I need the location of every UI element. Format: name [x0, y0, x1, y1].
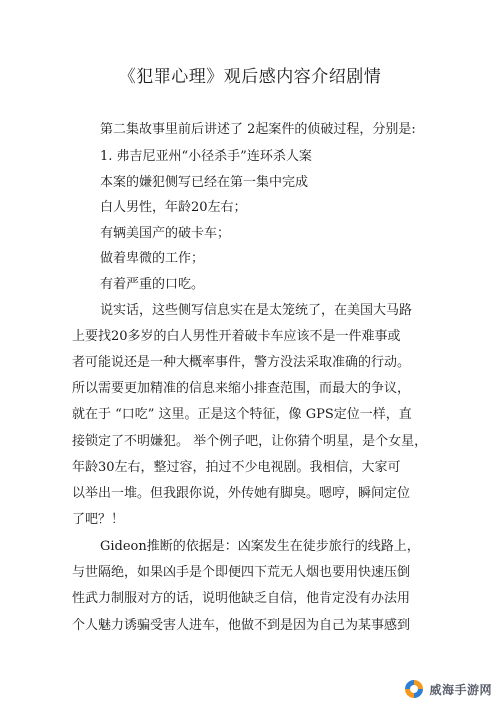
case-heading: 1. 弗吉尼亚州“小径杀手”连环杀人案: [100, 149, 312, 164]
body-line: 性武力制服对方的话，说明他缺乏自信，他肯定没有办法用: [72, 591, 411, 606]
body-line: 者可能说还是一种大概率事件，警方没法采取准确的行动。: [72, 355, 411, 370]
body-line: 就在于 “口吃” 这里。正是这个特征，像 GPS定位一样，直: [72, 407, 412, 422]
body-line: 所以需要更加精准的信息来缩小排查范围，而最大的争议，: [72, 381, 411, 396]
body-line: 本案的嫌犯侧写已经在第一集中完成: [100, 175, 309, 190]
profile-item: 白人男性，年龄20左右；: [100, 200, 247, 215]
swirl-logo-icon: [403, 678, 425, 700]
profile-item: 有着严重的口吃。: [100, 277, 205, 292]
site-watermark: [403, 678, 492, 700]
body-line: 上要找20多岁的白人男性开着破卡车应该不是一件难事或: [72, 329, 401, 344]
body-line: 接锁定了不明嫌犯。 举个例子吧，让你猜个明星，是个女星，: [72, 434, 428, 449]
profile-item: 有辆美国产的破卡车；: [100, 226, 231, 241]
body-line: 以举出一堆。但我跟你说，外传她有脚臭。嗯哼，瞬间定位: [72, 486, 411, 501]
watermark-text: 威海手游网: [429, 682, 492, 697]
body-line: 与世隔绝，如果凶手是个即便四下荒无人烟也要用快速压倒: [72, 565, 411, 580]
body-line: 个人魅力诱骗受害人进车，他做不到是因为自己为某事感到: [72, 618, 411, 633]
body-line: 了吧？！: [72, 512, 125, 527]
profile-item: 做着卑微的工作；: [100, 251, 205, 266]
document-title: 《犯罪心理》观后感内容介绍剧情: [118, 67, 382, 87]
body-line: 说实话，这些侧写信息实在是太笼统了，在美国大马路: [100, 303, 413, 318]
body-line: 年龄30左右，整过容，拍过不少电视剧。我相信，大家可: [72, 460, 401, 475]
body-line: Gideon推断的依据是：凶案发生在徒步旅行的线路上，: [100, 539, 420, 554]
body-line: 第二集故事里前后讲述了 2起案件的侦破过程，分别是:: [100, 122, 416, 137]
